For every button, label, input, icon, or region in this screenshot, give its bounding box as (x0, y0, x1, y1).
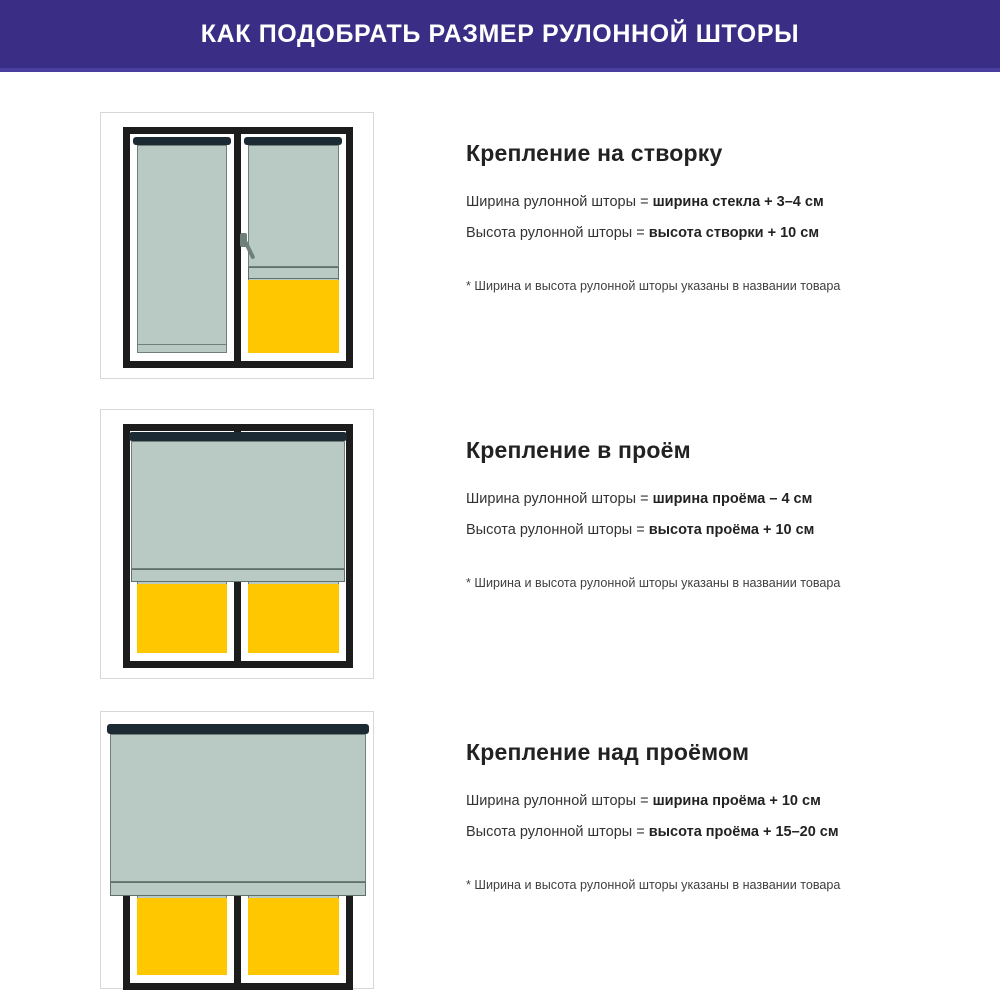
roller-tube-right (244, 137, 342, 145)
roller-tube (129, 432, 347, 441)
formula-label: Высота рулонной шторы = (466, 823, 649, 840)
sash-mount-text (466, 112, 840, 293)
section-above-opening (0, 679, 1000, 989)
roller-bottom-bar-right (248, 267, 339, 279)
formula-value: высота проёма + 10 см (648, 521, 815, 538)
measure-highlight-left (137, 584, 227, 653)
above-opening-note: * Ширина и высота рулонной шторы указаны в названии товара (466, 877, 841, 892)
roller-shade-right (248, 145, 339, 267)
roller-bottom-bar (131, 569, 345, 582)
window-inside-opening-illustration (100, 409, 374, 679)
measure-highlight-right (248, 280, 339, 353)
roller-tube (107, 724, 369, 734)
measure-highlight-right (248, 584, 339, 653)
formula-label: Ширина рулонной шторы = (466, 491, 653, 507)
formula-label: Высота рулонной шторы = (466, 521, 649, 538)
roller-tube-left (133, 137, 231, 145)
section-sash-mount (0, 72, 1000, 379)
roller-bottom-bar (110, 882, 366, 896)
roller-shade-left (137, 145, 227, 345)
window-sash-mount-illustration (100, 112, 374, 379)
section-inside-opening (0, 379, 1000, 679)
formula-value: высота проёма + 15–20 см (648, 823, 839, 840)
page-title: КАК ПОДОБРАТЬ РАЗМЕР РУЛОННОЙ ШТОРЫ (200, 19, 800, 48)
sash-mount-note: * Ширина и высота рулонной шторы указаны в названии товара (466, 278, 841, 293)
inside-opening-formula-width (466, 490, 840, 509)
window-above-opening-illustration (100, 711, 374, 989)
formula-label: Ширина рулонной шторы = (466, 194, 653, 210)
formula-label: Ширина рулонной шторы = (466, 793, 653, 809)
inside-opening-formula-height (466, 521, 840, 540)
page-header (0, 0, 1000, 68)
sash-mount-formula-width (466, 193, 840, 212)
inside-opening-text (466, 409, 840, 590)
roller-shade (110, 734, 366, 882)
formula-label: Высота рулонной шторы = (466, 224, 649, 241)
formula-value: ширина проёма – 4 см (652, 491, 813, 507)
above-opening-title: Крепление над проёмом (466, 739, 750, 765)
sash-mount-title: Крепление на створку (466, 140, 723, 166)
above-opening-formula-width (466, 792, 840, 811)
above-opening-text (466, 711, 840, 892)
above-opening-formula-height (466, 823, 840, 842)
inside-opening-title: Крепление в проём (466, 437, 691, 463)
formula-value: ширина проёма + 10 см (652, 793, 821, 809)
formula-value: ширина стекла + 3–4 см (652, 194, 824, 210)
sash-mount-formula-height (466, 224, 840, 243)
roller-shade (131, 441, 345, 569)
measure-highlight-left (137, 898, 227, 975)
formula-value: высота створки + 10 см (648, 224, 820, 241)
window-mullion (234, 127, 241, 368)
inside-opening-note: * Ширина и высота рулонной шторы указаны в названии товара (466, 575, 841, 590)
measure-highlight-right (248, 898, 339, 975)
